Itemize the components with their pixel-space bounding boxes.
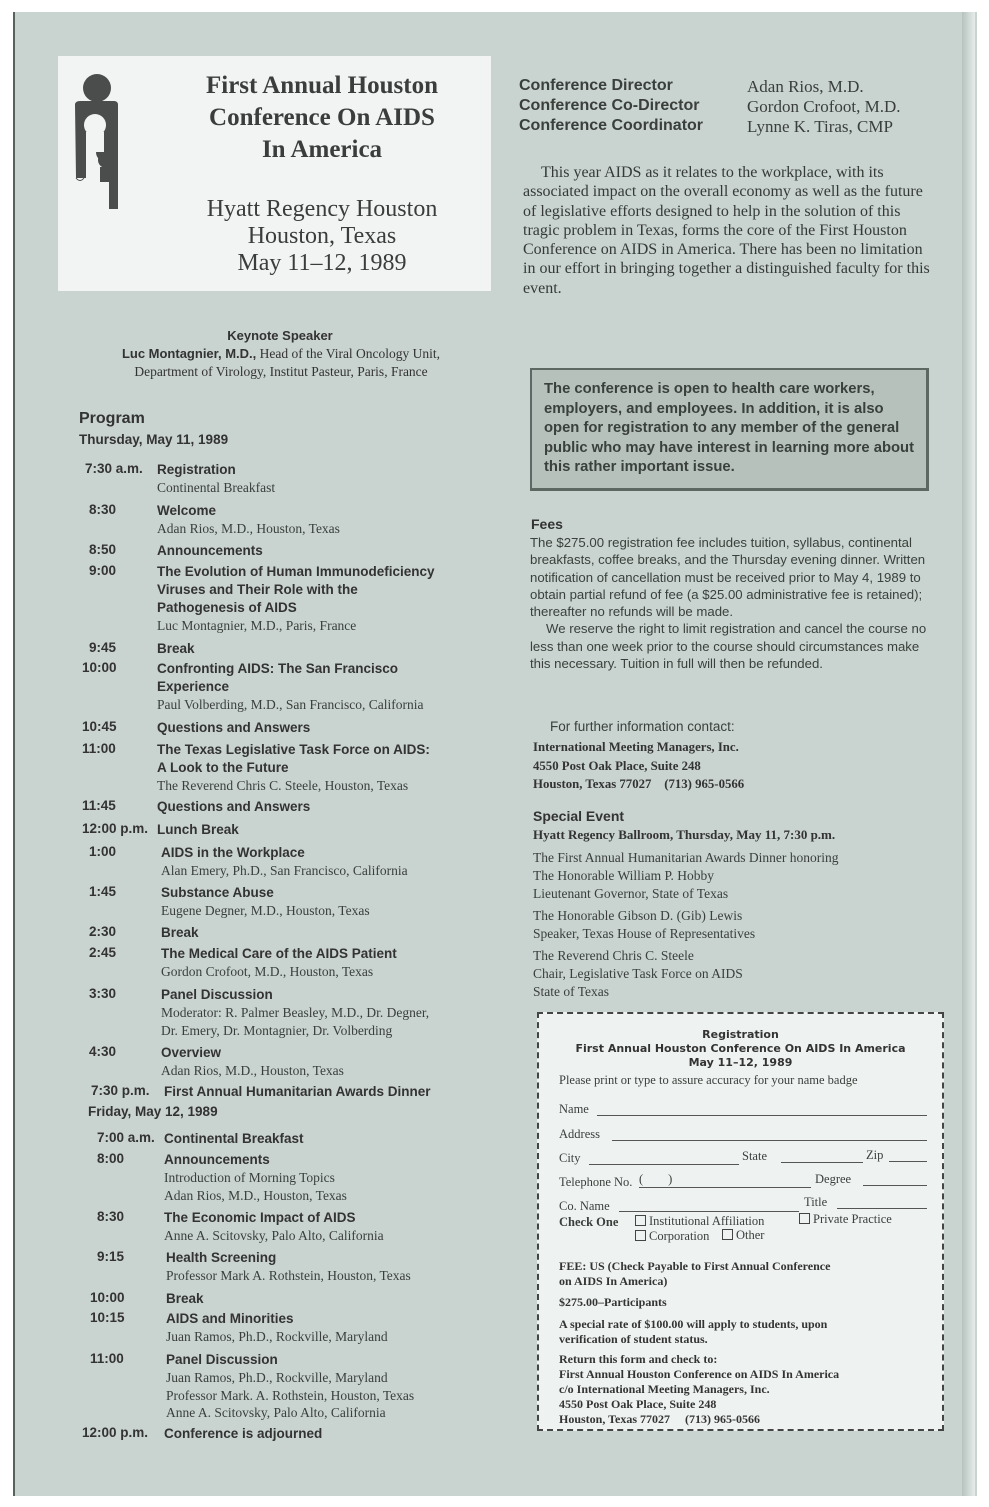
program-speaker: Anne A. Scitovsky, Palo Alto, California [164, 1228, 384, 1243]
program-speaker: Alan Emery, Ph.D., San Francisco, California [161, 863, 408, 878]
program-time: 11:45 [82, 798, 116, 813]
area-code-field[interactable]: ( ) [639, 1172, 673, 1186]
staff-row [519, 117, 939, 137]
program-title-line: Welcome [157, 503, 217, 518]
option-institutional[interactable] [635, 1214, 764, 1229]
degree-field[interactable] [863, 1185, 927, 1186]
return-line: Return this form and check to: [559, 1352, 718, 1366]
program-title-line: First Annual Humanitarian Awards Dinner [164, 1084, 431, 1099]
company-label: Co. Name [559, 1199, 610, 1213]
program-title [166, 1351, 414, 1422]
program-time: 9:00 [89, 563, 117, 578]
keynote-desc: Head of the Viral Oncology Unit, [256, 346, 441, 361]
program-title [157, 660, 423, 714]
program-title-line: Experience [157, 679, 230, 694]
option-corporation[interactable] [635, 1229, 709, 1244]
program-time: 7:00 a.m. [97, 1130, 155, 1145]
program-speaker: Juan Ramos, Ph.D., Rockville, Maryland [166, 1370, 388, 1385]
program-speaker: Professor Mark A. Rothstein, Houston, Texas [166, 1268, 411, 1283]
program-speaker: Dr. Emery, Dr. Montagnier, Dr. Volberding [161, 1022, 393, 1038]
program-speaker: Adan Rios, M.D., Houston, Texas [164, 1187, 347, 1203]
title-box [58, 56, 491, 291]
participant-fee: $275.00–Participants [559, 1295, 667, 1309]
program-time: 7:30 a.m. [85, 461, 143, 476]
option-private-practice[interactable] [799, 1212, 892, 1227]
program-speaker: Luc Montagnier, M.D., Paris, France [157, 618, 357, 633]
option-label: Private Practice [813, 1212, 892, 1226]
program-speaker: The Reverend Chris C. Steele, Houston, Texas [157, 778, 409, 793]
return-line: 4550 Post Oak Place, Suite 248 [559, 1397, 717, 1411]
staff-row [519, 97, 939, 117]
return-address [559, 1352, 839, 1427]
program-title [164, 1130, 304, 1148]
staff-row [519, 77, 939, 97]
contact-line: 4550 Post Oak Place, Suite 248 [533, 758, 701, 773]
title-label: Title [804, 1195, 828, 1209]
program-title-line: Break [166, 1291, 204, 1306]
program-time: 12:00 p.m. [82, 1425, 149, 1440]
program-time: 12:00 p.m. [82, 821, 149, 836]
honoree-line: The Honorable Gibson D. (Gib) Lewis [533, 908, 743, 923]
intro-paragraph [523, 163, 933, 298]
state-field[interactable] [781, 1162, 863, 1163]
honoree-line: Speaker, Texas House of Representatives [533, 926, 756, 941]
venue-line: Houston, Texas [247, 223, 397, 249]
program-title-line: Conference is adjourned [164, 1426, 323, 1441]
program-speaker: Anne A. Scitovsky, Palo Alto, California [166, 1405, 386, 1420]
program-speaker: Continental Breakfast [157, 480, 276, 495]
program-time: 10:00 [90, 1290, 125, 1305]
program-time: 10:15 [90, 1310, 125, 1325]
family-figures-logo-icon [74, 74, 124, 210]
program-time: 8:00 [97, 1151, 125, 1166]
program-title [157, 798, 310, 816]
honoree-group [533, 907, 755, 943]
zip-field[interactable] [889, 1161, 927, 1162]
program-time: 11:00 [90, 1351, 124, 1366]
program-speaker: Adan Rios, M.D., Houston, Texas [157, 521, 340, 536]
program-title-line: Announcements [157, 543, 263, 558]
student-line: A special rate of $100.00 will apply to students, upon [559, 1317, 828, 1331]
program-title [161, 1044, 344, 1080]
callout-text: The conference is open to health care workers, employers, and employees. In addition, it is also open for registration to any member of the general public who may have interest in learning more about this rather important issue. [544, 381, 914, 475]
program-time: 8:50 [89, 542, 117, 557]
contact-address [533, 738, 744, 794]
contact-line: Houston, Texas 77027 (713) 965-0566 [533, 777, 745, 791]
program-title [166, 1249, 411, 1285]
venue-line: Hyatt Regency Houston [206, 196, 438, 222]
staff-role: Conference Co-Director [519, 97, 700, 114]
fees-paragraph: We reserve the right to limit registration and cancel the course no less than one week prior to the course should circumstances make this necessary. Tuition in full will then be refunded. [530, 621, 927, 672]
keynote-text [75, 345, 487, 381]
program-title-line: Pathogenesis of AIDS [157, 600, 297, 615]
program-time: 7:30 p.m. [91, 1083, 150, 1098]
program-title [161, 924, 199, 942]
program-time: 10:45 [82, 719, 117, 734]
fees-paragraph: The $275.00 registration fee includes tuition, syllabus, continental breakfasts, coffee breaks, and the Thursday evening dinner. Written notification of cancellation must be received prior to May 4, 1989 to obtain partial refund of fee (a $25.00 administrative fee is retained); thereafter no refunds will be made. [530, 535, 926, 620]
fee-line: FEE: US (Check Payable to First Annual Conference [559, 1259, 831, 1273]
program-title-line: AIDS in the Workplace [161, 845, 305, 860]
program-title-line: The Texas Legislative Task Force on AIDS: [157, 742, 430, 757]
program-title-line: Viruses and Their Role with the [157, 582, 358, 597]
registration-form [537, 1012, 944, 1431]
program-time: 3:30 [89, 986, 117, 1001]
honoree-line: State of Texas [533, 984, 610, 999]
program-heading: Program [79, 410, 145, 427]
program-title [157, 821, 239, 839]
staff-role: Conference Director [519, 77, 673, 94]
checkbox[interactable] [799, 1213, 810, 1224]
keynote-name: Luc Montagnier, M.D., [121, 346, 257, 361]
program-title-line: Lunch Break [157, 822, 239, 837]
title-line: Conference On AIDS [209, 104, 435, 131]
program-speaker: Paul Volberding, M.D., San Francisco, California [157, 697, 424, 712]
program-title-line: A Look to the Future [157, 760, 289, 775]
program-title-line: AIDS and Minorities [166, 1311, 294, 1326]
program-title [161, 945, 397, 981]
registration-instruction: Please print or type to assure accuracy for your name badge [559, 1073, 858, 1087]
program-title [166, 1290, 204, 1308]
name-field[interactable] [597, 1115, 927, 1116]
honoree-line: The First Annual Humanitarian Awards Dinner honoring [533, 850, 839, 865]
honoree-line: The Reverend Chris C. Steele [533, 948, 694, 963]
fees-text [530, 534, 940, 672]
title-line: First Annual Houston [205, 72, 438, 99]
keynote-heading: Keynote Speaker [227, 328, 333, 343]
staff-name: Lynne K. Tiras, CMP [747, 117, 893, 136]
registration-dates: May 11–12, 1989 [688, 1056, 793, 1069]
program-speaker: Professor Mark. A. Rothstein, Houston, Texas [166, 1387, 415, 1403]
program-time: 11:00 [82, 741, 116, 756]
program-title-line: Overview [161, 1045, 222, 1060]
program-title [157, 461, 275, 497]
option-label: Other [736, 1228, 765, 1242]
fees-heading: Fees [531, 516, 563, 532]
program-title-line: Questions and Answers [157, 720, 311, 735]
program-time: 2:30 [89, 924, 117, 939]
checkbox[interactable] [722, 1229, 733, 1240]
page-fold-shadow [962, 12, 975, 1496]
option-other[interactable] [722, 1228, 764, 1243]
fee-line: on AIDS In America) [559, 1274, 668, 1288]
option-label: Corporation [649, 1229, 710, 1243]
day-heading: Thursday, May 11, 1989 [79, 432, 229, 447]
program-time: 8:30 [97, 1209, 125, 1224]
program-title [157, 542, 263, 560]
registration-heading: Registration [702, 1028, 779, 1041]
program-title [166, 1310, 388, 1346]
staff-name: Adan Rios, M.D. [747, 77, 864, 96]
address-label: Address [559, 1127, 600, 1141]
option-label: Institutional Affiliation [649, 1214, 765, 1228]
conference-title [162, 70, 482, 166]
return-line: Houston, Texas 77027 (713) 965-0566 [559, 1412, 761, 1426]
callout-box [530, 368, 929, 491]
program-title [157, 640, 195, 658]
program-time: 1:00 [89, 844, 117, 859]
program-title-line: The Medical Care of the AIDS Patient [161, 946, 397, 961]
registration-event: First Annual Houston Conference On AIDS In America [575, 1042, 906, 1055]
program-title-line: Announcements [164, 1152, 270, 1167]
address-field[interactable] [612, 1140, 927, 1141]
program-speaker: Juan Ramos, Ph.D., Rockville, Maryland [166, 1329, 388, 1344]
contact-line: International Meeting Managers, Inc. [533, 740, 739, 754]
student-rate [559, 1317, 827, 1347]
program-title [157, 741, 430, 795]
check-one-label: Check One [559, 1215, 619, 1229]
honoree-group [533, 947, 743, 1001]
honoree-group [533, 849, 838, 903]
program-title [164, 1083, 431, 1101]
program-time: 9:45 [89, 640, 117, 655]
program-title [161, 884, 370, 920]
title-field[interactable] [837, 1208, 927, 1209]
program-title [157, 563, 435, 635]
program-title-line: Substance Abuse [161, 885, 274, 900]
fee-note [559, 1259, 830, 1289]
program-title [164, 1151, 347, 1204]
special-event-heading: Special Event [533, 808, 625, 824]
program-time: 4:30 [89, 1044, 117, 1059]
city-field[interactable] [589, 1164, 739, 1165]
program-speaker: Eugene Degner, M.D., Houston, Texas [161, 903, 370, 918]
contact-heading: For further information contact: [550, 719, 735, 734]
checkbox[interactable] [635, 1230, 646, 1241]
keynote-desc: Department of Virology, Institut Pasteur, Paris, France [134, 364, 428, 379]
program-title [161, 844, 408, 880]
day-heading: Friday, May 12, 1989 [88, 1104, 218, 1119]
program-speaker: Moderator: R. Palmer Beasley, M.D., Dr. Degner, [161, 1005, 430, 1020]
venue-dates: May 11–12, 1989 [237, 250, 407, 276]
program-time: 8:30 [89, 502, 117, 517]
program-title [164, 1209, 384, 1245]
special-event-location: Hyatt Regency Ballroom, Thursday, May 11, 7:30 p.m. [533, 827, 836, 842]
program-time: 9:15 [97, 1249, 125, 1264]
staff-name: Gordon Crofoot, M.D. [747, 97, 901, 116]
program-title-line: Break [157, 641, 195, 656]
company-field[interactable] [619, 1211, 799, 1212]
return-line: c/o International Meeting Managers, Inc. [559, 1382, 770, 1396]
venue-block [162, 196, 482, 277]
program-title-line: Registration [157, 462, 236, 477]
program-title-line: Questions and Answers [157, 799, 311, 814]
program-time: 10:00 [82, 660, 117, 675]
telephone-field[interactable] [639, 1187, 811, 1188]
state-label: State [742, 1149, 767, 1163]
program-title-line: Panel Discussion [161, 987, 273, 1002]
zip-label: Zip [866, 1148, 884, 1162]
honoree-line: The Honorable William P. Hobby [533, 868, 715, 883]
program-title [157, 719, 310, 737]
telephone-label: Telephone No. [559, 1175, 633, 1189]
honoree-line: Lieutenant Governor, State of Texas [533, 886, 729, 901]
program-speaker: Adan Rios, M.D., Houston, Texas [161, 1063, 344, 1078]
degree-label: Degree [815, 1172, 852, 1186]
intro-text: This year AIDS as it relates to the workplace, with its associated impact on the overall economy as well as the future of legislative efforts designed to help in the solution of this tragic problem in Texas, forms the core of the First Houston Conference on AIDS in America. There has been no limitation in our effort in bringing together a distinguished faculty for this event. [523, 164, 930, 297]
program-title [164, 1425, 322, 1443]
program-title [157, 502, 340, 538]
city-label: City [559, 1151, 581, 1165]
program-title-line: Continental Breakfast [164, 1131, 304, 1146]
staff-role: Conference Coordinator [519, 117, 704, 134]
program-speaker: Gordon Crofoot, M.D., Houston, Texas [161, 964, 374, 979]
program-title-line: Health Screening [166, 1250, 277, 1265]
checkbox[interactable] [635, 1215, 646, 1226]
program-title-line: The Evolution of Human Immunodeficiency [157, 564, 435, 579]
program-time: 2:45 [89, 945, 117, 960]
title-line: In America [261, 136, 383, 163]
program-time: 1:45 [89, 884, 117, 899]
program-title-line: Confronting AIDS: The San Francisco [157, 661, 399, 676]
program-speaker: Introduction of Morning Topics [164, 1170, 335, 1185]
return-line: First Annual Houston Conference on AIDS In America [559, 1367, 840, 1381]
program-title-line: Break [161, 925, 199, 940]
honoree-line: Chair, Legislative Task Force on AIDS [533, 966, 743, 981]
program-title-line: The Economic Impact of AIDS [164, 1210, 356, 1225]
program-title [161, 986, 429, 1039]
student-line: verification of student status. [559, 1332, 708, 1346]
program-title-line: Panel Discussion [166, 1352, 278, 1367]
name-label: Name [559, 1102, 589, 1116]
